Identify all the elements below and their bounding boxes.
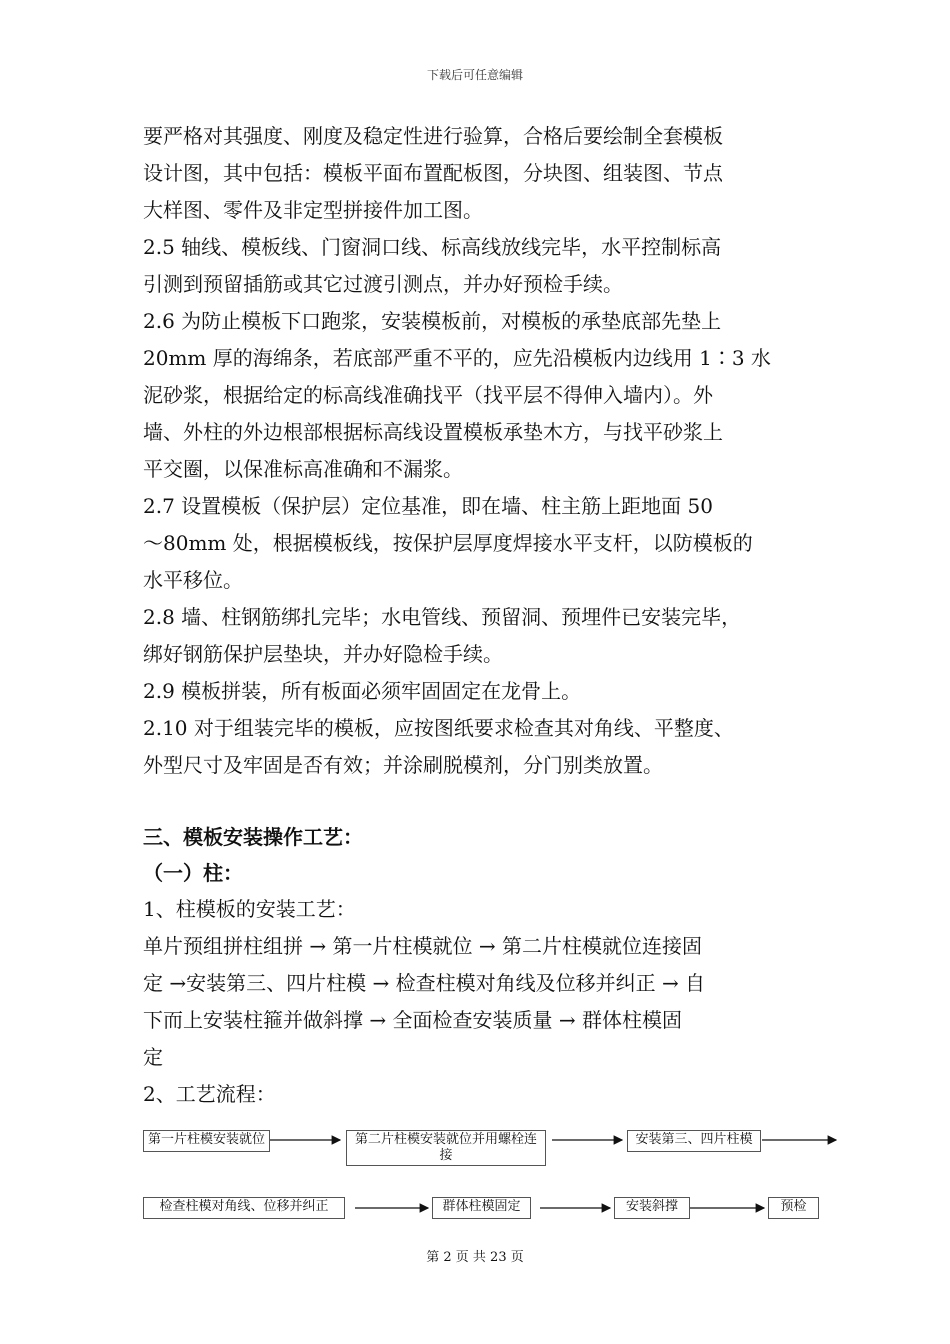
flow-step-3: 安装第三、四片柱模 (627, 1130, 761, 1152)
text-line: ～80mm 处，根据模板线，按保护层厚度焊接水平支杆，以防模板的 (143, 531, 753, 555)
item2-title: 2、工艺流程： (143, 1082, 276, 1106)
text-line: 平交圈，以保准标高准确和不漏浆。 (143, 457, 463, 481)
text-line: 2.7 设置模板（保护层）定位基准，即在墙、柱主筋上距地面 50 (143, 494, 713, 518)
item1-title: 1、柱模板的安装工艺： (143, 897, 356, 921)
text-line: 2.6 为防止模板下口跑浆，安装模板前，对模板的承垫底部先垫上 (143, 309, 722, 333)
flow-step-4: 检查柱模对角线、位移并纠正 (143, 1197, 345, 1219)
flow-step-5: 群体柱模固定 (432, 1197, 531, 1219)
process-line: 定 →安装第三、四片柱模 → 检查柱模对角线及位移并纠正 → 自 (143, 971, 706, 995)
text-line: 引测到预留插筋或其它过渡引测点，并办好预检手续。 (143, 272, 623, 296)
flow-step-1: 第一片柱模安装就位 (143, 1130, 270, 1152)
page-header: 下载后可任意编辑 (426, 68, 523, 82)
page-footer: 第 2 页 共 23 页 (426, 1250, 524, 1265)
flow-step-7: 预检 (768, 1197, 819, 1219)
process-line: 单片预组拼柱组拼 → 第一片柱模就位 → 第二片柱模就位连接固 (143, 934, 702, 958)
text-line: 2.8 墙、柱钢筋绑扎完毕；水电管线、预留洞、预埋件已安装完毕， (143, 605, 742, 629)
section-title: 三、模板安装操作工艺： (143, 825, 363, 849)
text-line: 2.5 轴线、模板线、门窗洞口线、标高线放线完毕，水平控制标高 (143, 235, 722, 259)
process-line: 下而上安装柱箍并做斜撑 → 全面检查安装质量 → 群体柱模固 (143, 1008, 682, 1032)
flow-step-2: 第二片柱模安装就位并用螺栓连接 (346, 1130, 546, 1166)
text-line: 要严格对其强度、刚度及稳定性进行验算，合格后要绘制全套模板 (143, 124, 723, 148)
text-line: 2.9 模板拼装，所有板面必须牢固固定在龙骨上。 (143, 679, 582, 703)
text-line: 水平移位。 (143, 568, 243, 592)
text-line: 设计图，其中包括：模板平面布置配板图，分块图、组装图、节点 (143, 161, 723, 185)
text-line: 墙、外柱的外边根部根据标高线设置模板承垫木方，与找平砂浆上 (143, 420, 723, 444)
text-line: 20mm 厚的海绵条，若底部严重不平的，应先沿模板内边线用 1∶3 水 (143, 346, 771, 370)
process-line: 定 (143, 1045, 163, 1069)
subsection-title: （一）柱： (143, 861, 243, 885)
text-line: 2.10 对于组装完毕的模板，应按图纸要求检查其对角线、平整度、 (143, 716, 734, 740)
text-line: 外型尺寸及牢固是否有效；并涂刷脱模剂，分门别类放置。 (143, 753, 663, 777)
text-line: 泥砂浆，根据给定的标高线准确找平（找平层不得伸入墙内）。外 (143, 383, 713, 407)
flow-step-6: 安装斜撑 (614, 1197, 690, 1219)
text-line: 大样图、零件及非定型拼接件加工图。 (143, 198, 483, 222)
text-line: 绑好钢筋保护层垫块，并办好隐检手续。 (143, 642, 503, 666)
